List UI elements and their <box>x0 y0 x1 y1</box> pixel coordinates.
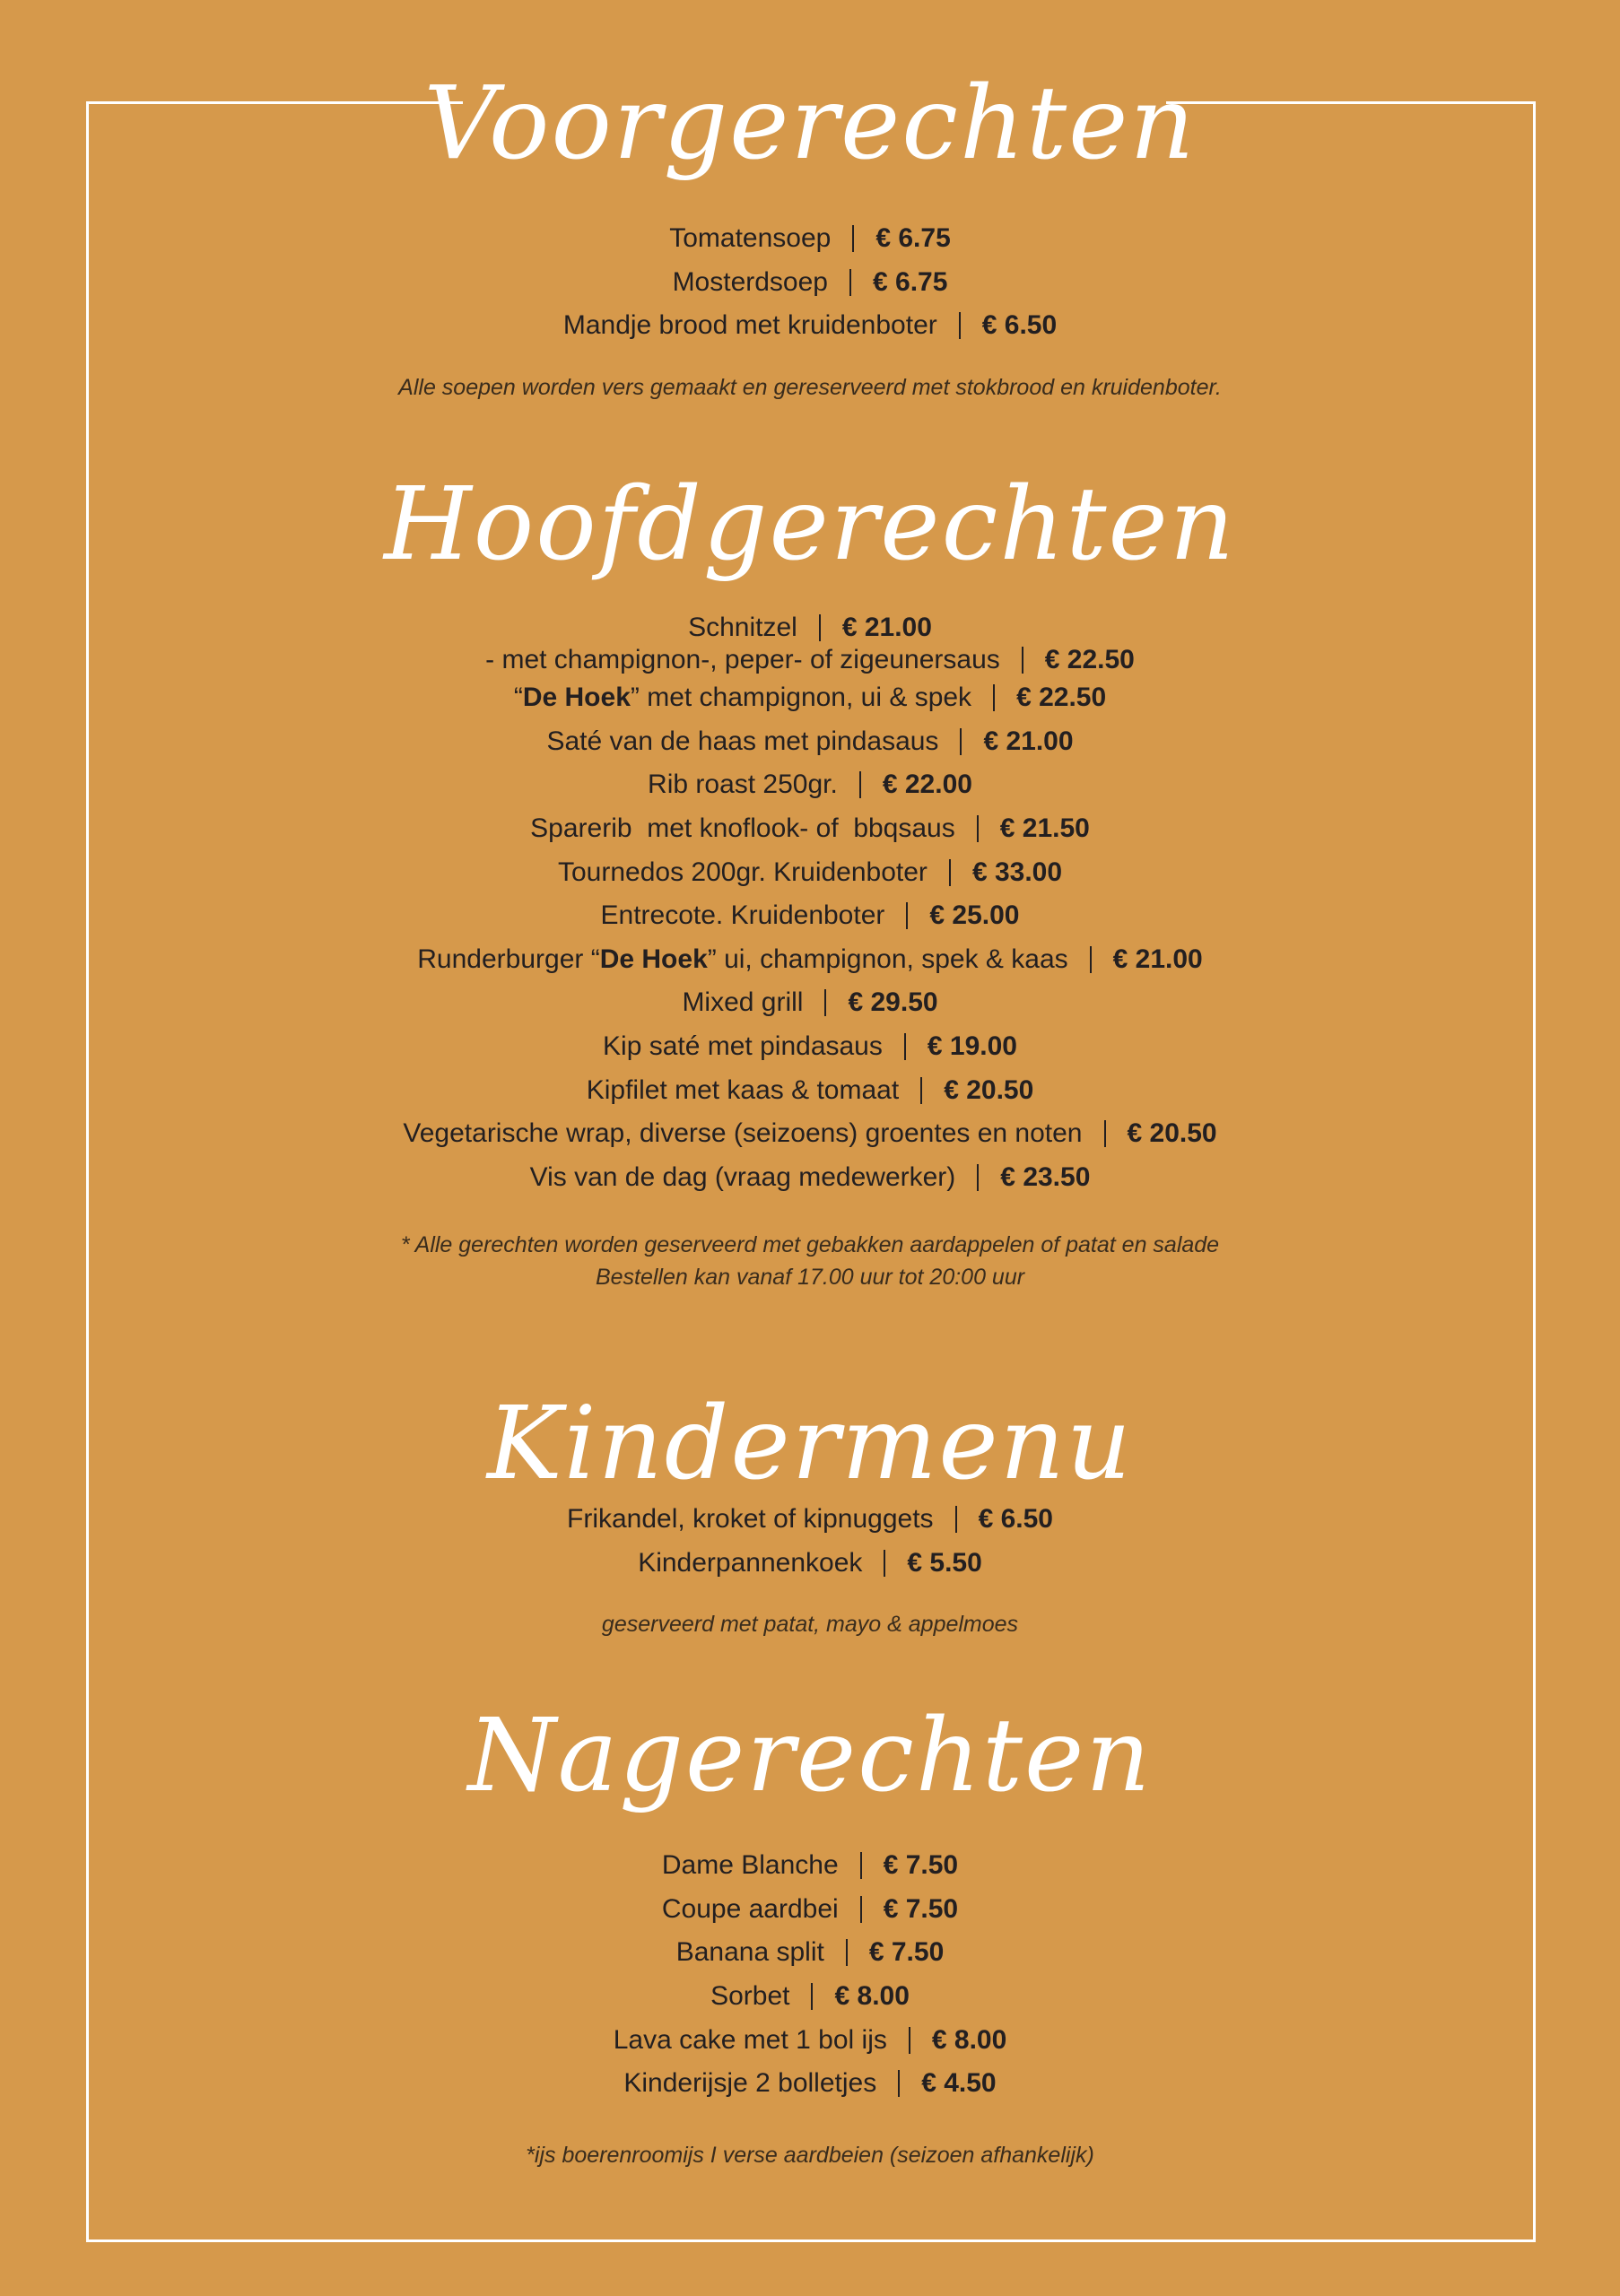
list-hoofdgerechten <box>0 612 1620 1199</box>
item-price: € 20.50 <box>1127 1118 1217 1149</box>
note-nagerechten: *ijs boerenroomijs I verse aardbeien (seizoen afhankelijk) <box>526 2143 1094 2168</box>
item-price: € 6.50 <box>981 310 1058 341</box>
item-price: € 29.50 <box>848 987 938 1018</box>
separator <box>852 225 854 252</box>
separator <box>977 815 979 842</box>
item-name: Kipfilet met kaas & tomaat <box>586 1074 900 1105</box>
menu-item <box>0 2062 1620 2106</box>
note-kindermenu: geserveerd met patat, mayo & appelmoes <box>601 1612 1019 1637</box>
separator <box>959 312 961 339</box>
note-hoofdgerechten-2: Bestellen kan vanaf 17.00 uur tot 20:00 uur <box>595 1265 1025 1290</box>
item-name: Mandje brood met kruidenboter <box>562 310 937 341</box>
menu-item <box>0 644 1620 676</box>
heading-nagerechten: Nagerechten <box>467 1698 1153 1814</box>
item-price: € 25.00 <box>929 900 1020 931</box>
separator <box>949 859 951 886</box>
menu-item <box>0 850 1620 894</box>
item-name: - met champignon-, peper- of zigeunersaus <box>485 645 1000 674</box>
item-name-post: ” met champignon, ui & spek <box>630 683 972 713</box>
menu-item <box>0 981 1620 1025</box>
item-price: € 21.50 <box>999 813 1090 844</box>
brand-name: De Hoek <box>599 944 708 974</box>
separator <box>920 1077 922 1104</box>
heading-voorgerechten: Voorgerechten <box>423 65 1197 182</box>
item-price: € 21.00 <box>983 726 1074 756</box>
separator <box>906 902 908 929</box>
menu-item <box>0 612 1620 644</box>
item-name: Banana split <box>675 1937 824 1968</box>
menu-item <box>0 1542 1620 1586</box>
menu-item <box>0 676 1620 720</box>
item-price: € 8.00 <box>834 1981 910 2012</box>
item-price: € 7.50 <box>883 1850 959 1881</box>
note-voorgerechten: Alle soepen worden vers gemaakt en gereserveerd met stokbrood en kruidenboter. <box>398 375 1222 400</box>
menu-item <box>0 1888 1620 1932</box>
menu-item <box>0 1112 1620 1156</box>
item-name: Sparerib met knoflook- of bbqsaus <box>530 813 955 844</box>
item-price: € 6.75 <box>873 266 948 297</box>
item-name: Vegetarische wrap, diverse (seizoens) groentes en noten <box>403 1118 1083 1149</box>
item-price: € 5.50 <box>907 1547 982 1578</box>
item-name: Kip saté met pindasaus <box>603 1031 883 1062</box>
separator <box>860 1896 862 1923</box>
item-name: Rib roast 250gr. <box>648 770 838 800</box>
menu-item <box>0 894 1620 938</box>
item-price: € 22.50 <box>1016 683 1107 713</box>
separator <box>993 684 995 711</box>
item-name: Schnitzel <box>688 613 797 642</box>
separator <box>824 989 826 1016</box>
separator <box>960 728 962 755</box>
item-price: € 33.00 <box>971 857 1063 887</box>
list-voorgerechten <box>0 217 1620 348</box>
item-price: € 21.00 <box>841 613 932 642</box>
separator <box>1022 647 1023 674</box>
list-nagerechten <box>0 1844 1620 2106</box>
separator <box>1090 946 1092 973</box>
item-price: € 19.00 <box>927 1031 1017 1062</box>
menu-item <box>0 1025 1620 1069</box>
separator <box>811 1983 813 2010</box>
item-name: Dame Blanche <box>661 1850 839 1881</box>
separator <box>955 1506 957 1533</box>
item-price: € 6.50 <box>978 1504 1053 1535</box>
item-name: Tournedos 200gr. Kruidenboter <box>557 857 928 887</box>
item-name: Entrecote. Kruidenboter <box>600 900 885 931</box>
menu-item <box>0 1156 1620 1200</box>
item-name: Sorbet <box>710 1981 790 2012</box>
menu-item <box>0 217 1620 261</box>
separator <box>859 771 861 798</box>
item-price: € 20.50 <box>944 1074 1034 1105</box>
separator <box>849 269 851 296</box>
item-name: Kinderpannenkoek <box>638 1547 863 1578</box>
item-price: € 6.75 <box>875 223 951 254</box>
item-name: Kinderijsje 2 bolletjes <box>623 2068 877 2099</box>
item-name <box>417 944 1067 975</box>
item-price: € 4.50 <box>921 2068 997 2099</box>
item-name: Frikandel, kroket of kipnuggets <box>567 1504 934 1535</box>
note-hoofdgerechten-1: * Alle gerechten worden geserveerd met gebakken aardappelen of patat en salade <box>400 1232 1220 1257</box>
list-kindermenu <box>0 1498 1620 1585</box>
separator <box>909 2027 910 2054</box>
menu-item <box>0 938 1620 982</box>
menu-item <box>0 1975 1620 2019</box>
menu-item <box>0 261 1620 305</box>
item-name: Mosterdsoep <box>672 266 828 297</box>
item-name-pre: “ <box>513 683 523 713</box>
separator <box>898 2070 900 2097</box>
menu-item <box>0 1498 1620 1542</box>
item-price: € 7.50 <box>883 1893 959 1924</box>
separator <box>846 1939 848 1966</box>
item-price: € 23.50 <box>1000 1161 1091 1192</box>
separator <box>977 1164 979 1191</box>
menu-item <box>0 2018 1620 2062</box>
item-price: € 7.50 <box>868 1937 945 1968</box>
brand-name: De Hoek <box>522 683 631 713</box>
menu-item <box>0 720 1620 764</box>
item-name-post: ” ui, champignon, spek & kaas <box>707 944 1068 974</box>
item-price: € 22.50 <box>1044 645 1135 674</box>
item-name: Coupe aardbei <box>661 1893 839 1924</box>
menu-item <box>0 1068 1620 1112</box>
separator <box>860 1852 862 1879</box>
separator <box>904 1033 906 1060</box>
item-price: € 21.00 <box>1112 944 1203 974</box>
heading-hoofdgerechten: Hoofdgerechten <box>384 466 1236 583</box>
menu-item <box>0 807 1620 851</box>
item-price: € 22.00 <box>882 770 972 800</box>
separator <box>884 1550 885 1577</box>
separator <box>1104 1120 1106 1147</box>
menu-item <box>0 304 1620 348</box>
item-name: Vis van de dag (vraag medewerker) <box>529 1161 956 1192</box>
item-name: Saté van de haas met pindasaus <box>546 726 939 756</box>
menu-item <box>0 1931 1620 1975</box>
item-name: Tomatensoep <box>669 223 832 254</box>
menu-item <box>0 1844 1620 1888</box>
item-name: Mixed grill <box>682 987 804 1018</box>
separator <box>819 614 821 641</box>
menu-item <box>0 763 1620 807</box>
item-name-pre: Runderburger “ <box>417 944 600 974</box>
item-name: Lava cake met 1 bol ijs <box>613 2024 887 2055</box>
item-price: € 8.00 <box>931 2024 1007 2055</box>
item-name <box>514 683 971 713</box>
heading-kindermenu: Kindermenu <box>487 1386 1133 1502</box>
